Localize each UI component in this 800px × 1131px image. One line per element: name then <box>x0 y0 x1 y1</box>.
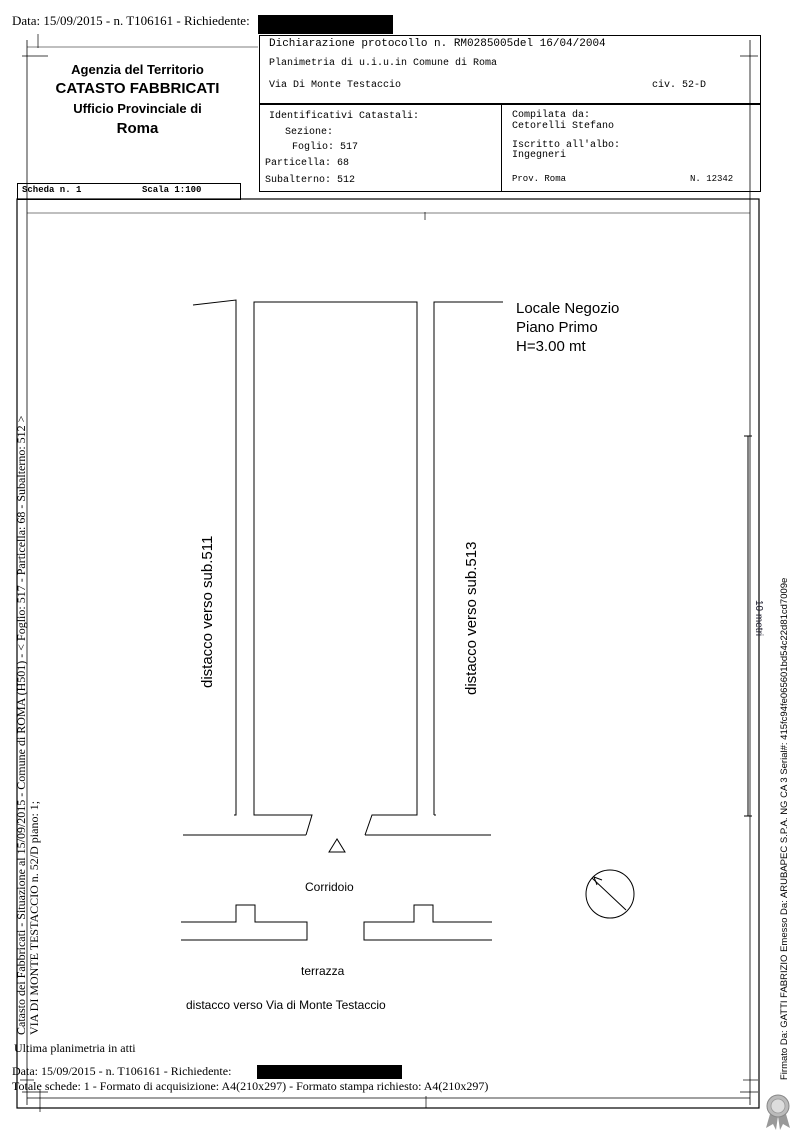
footer-data-line: Data: 15/09/2015 - n. T106161 - Richiedente: <box>12 1064 232 1078</box>
terrace-label: terrazza <box>301 964 345 978</box>
iscritto-value: Ingegneri <box>512 150 567 161</box>
agency-name: Agenzia del Territorio <box>71 62 204 77</box>
catasto-title: CATASTO FABBRICATI <box>55 80 220 97</box>
footer-totals: Totale schede: 1 - Formato di acquisizione: A4(210x297) - Formato stampa richiesto: A4(210x297) <box>12 1079 489 1093</box>
office-city: Roma <box>116 120 159 137</box>
compilata-label: Compilata da: <box>512 110 591 121</box>
planimetry-line: Planimetria di u.i.u.in Comune di Roma <box>269 58 498 69</box>
left-distance-label: distacco verso sub.511 <box>199 535 216 688</box>
albo-number: N. 12342 <box>690 174 734 184</box>
last-planimetry-note: Ultima planimetria in atti <box>14 1041 136 1055</box>
prov: Prov. Roma <box>512 174 567 184</box>
side-caption-line2: VIA DI MONTE TESTACCIO n. 52/D piano: 1; <box>27 800 41 1035</box>
civ-number: civ. 52-D <box>652 80 707 91</box>
subalterno: Subalterno: 512 <box>265 175 356 186</box>
scale: Scala 1:100 <box>142 185 202 195</box>
floor-level: Piano Primo <box>516 319 598 336</box>
bottom-distance-label: distacco verso Via di Monte Testaccio <box>186 998 386 1012</box>
office-label: Ufficio Provinciale di <box>73 101 202 116</box>
corridor-label: Corridoio <box>305 880 354 894</box>
particella: Particella: 68 <box>265 158 350 169</box>
scale-bar-label: 10 metri <box>753 600 764 637</box>
iscritto-label: Iscritto all'albo: <box>512 140 621 151</box>
compilata-name: Cetorelli Stefano <box>512 121 615 132</box>
scheda-number: Scheda n. 1 <box>22 185 82 195</box>
digital-signature: Firmato Da: GATTI FABRIZIO Emesso Da: ARUBAPEC S.P.A. NG CA 3 Serial#: 415fc94fe065601bd54c22d81cd7009e <box>779 577 790 1080</box>
foglio: Foglio: 517 <box>292 142 359 153</box>
ceiling-height: H=3.00 mt <box>516 338 586 355</box>
header-data-line: Data: 15/09/2015 - n. T106161 - Richiedente: <box>12 13 250 28</box>
right-distance-label: distacco verso sub.513 <box>463 541 480 695</box>
room-type: Locale Negozio <box>516 300 620 317</box>
sezione: Sezione: <box>285 127 334 138</box>
side-caption-line1: Catasto dei Fabbricati - Situazione al 15/09/2015 - Comune di ROMA (H501) - < Foglio: 517 - Particella: 68 - Subalterno: 512 > <box>14 415 28 1035</box>
address-line: Via Di Monte Testaccio <box>269 80 402 91</box>
protocol-line: Dichiarazione protocollo n. RM0285005del 16/04/2004 <box>269 38 606 50</box>
identifiers-title: Identificativi Catastali: <box>269 111 420 122</box>
